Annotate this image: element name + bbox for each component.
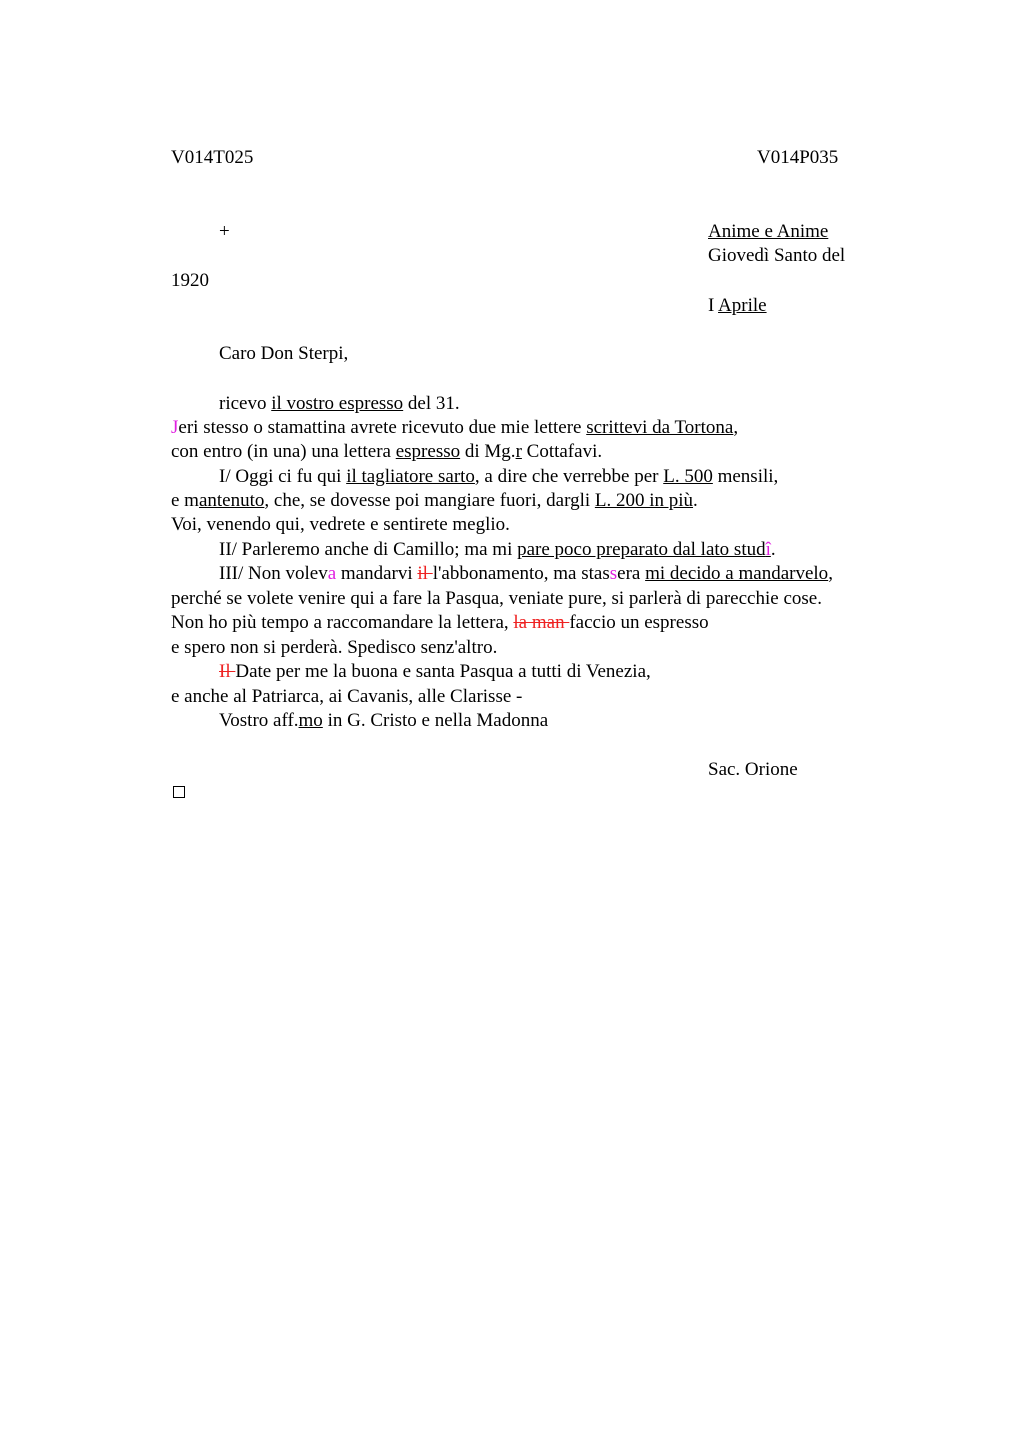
body-line-6: Voi, venendo qui, vedrete e sentirete meglio.	[171, 514, 510, 535]
text: ricevo	[219, 393, 272, 414]
underlined-text: scrittevi da Tortona	[586, 417, 734, 438]
text: con entro (in una) una lettera	[171, 441, 396, 462]
underlined-text: espresso	[395, 441, 461, 462]
cross-mark: +	[219, 221, 230, 242]
text: faccio un espresso	[569, 612, 709, 633]
underlined-text: mo	[298, 710, 323, 731]
text: l'abbonamento, ma stas	[432, 563, 610, 584]
text: .	[770, 539, 776, 560]
text: eri stesso o stamattina avrete ricevuto due mie lettere	[178, 417, 587, 438]
place-line: Anime e Anime	[708, 221, 829, 242]
text: e m	[171, 490, 199, 511]
body-line-3	[171, 440, 602, 464]
text: in G. Cristo e nella Madonna	[322, 710, 549, 731]
right-code: V014P035	[757, 147, 839, 168]
salutation: Caro Don Sterpi,	[219, 343, 349, 364]
body-line-1	[219, 392, 460, 416]
body-line-2	[171, 416, 738, 440]
text: , che, se dovesse poi mangiare fuori, dargli	[264, 490, 595, 511]
underlined-text: L. 500	[663, 466, 713, 487]
body-line-10	[171, 611, 709, 635]
inserted-letter: a	[327, 563, 337, 584]
end-box-icon	[173, 786, 185, 798]
signature: Sac. Orione	[708, 759, 798, 780]
text: ,	[828, 563, 833, 584]
body-line-8	[219, 562, 833, 586]
date-line: Giovedì Santo del	[708, 245, 846, 266]
body-line-11: e spero non si perderà. Spedisco senz'altro.	[171, 637, 498, 658]
inserted-letter: î	[765, 539, 771, 560]
day-month-line	[708, 294, 767, 318]
text: I/ Oggi ci fu qui	[219, 466, 347, 487]
deleted-text: la man	[513, 612, 570, 633]
text: pare poco preparato dal lato stud	[517, 539, 766, 560]
text: Date per me la buona e santa Pasqua a tutti di Venezia,	[235, 661, 651, 682]
text: di Mg.	[460, 441, 516, 462]
text: II/ Parleremo anche di Camillo; ma mi	[219, 539, 518, 560]
text: del 31.	[403, 393, 460, 414]
day: I	[708, 295, 715, 316]
body-line-13: e anche al Patriarca, ai Cavanis, alle Clarisse -	[171, 686, 523, 707]
body-line-12	[219, 660, 651, 684]
underlined-text: r	[515, 441, 522, 462]
year-line: 1920	[171, 270, 209, 291]
body-line-7	[219, 538, 776, 562]
text: Vostro aff.	[219, 710, 299, 731]
text: mensili,	[712, 466, 779, 487]
underlined-text: il tagliatore sarto	[346, 466, 475, 487]
body-line-14	[219, 709, 548, 733]
inserted-letter: J	[171, 417, 179, 438]
text: era	[617, 563, 646, 584]
underlined-text: il vostro espresso	[271, 393, 404, 414]
underlined-text: mi decido a mandarvelo	[645, 563, 829, 584]
text: ,	[733, 417, 739, 438]
body-line-5	[171, 489, 698, 513]
text: Cottafavi.	[521, 441, 603, 462]
underlined-text	[517, 539, 771, 560]
underlined-text: L. 200 in più	[594, 490, 694, 511]
text: Non ho più tempo a raccomandare la lettera,	[171, 612, 514, 633]
left-code: V014T025	[171, 147, 254, 168]
deleted-text: Il	[219, 661, 236, 682]
text: .	[693, 490, 698, 511]
month: Aprile	[718, 295, 767, 316]
underlined-text: antenuto	[198, 490, 265, 511]
body-line-9: perché se volete venire qui a fare la Pasqua, veniate pure, si parlerà di parecchie cose.	[171, 588, 822, 609]
text: , a dire che verrebbe per	[474, 466, 664, 487]
deleted-text: il	[417, 563, 433, 584]
body-line-4	[219, 465, 778, 489]
text: mandarvi	[336, 563, 418, 584]
inserted-letter: s	[609, 563, 618, 584]
text: III/ Non volev	[219, 563, 328, 584]
